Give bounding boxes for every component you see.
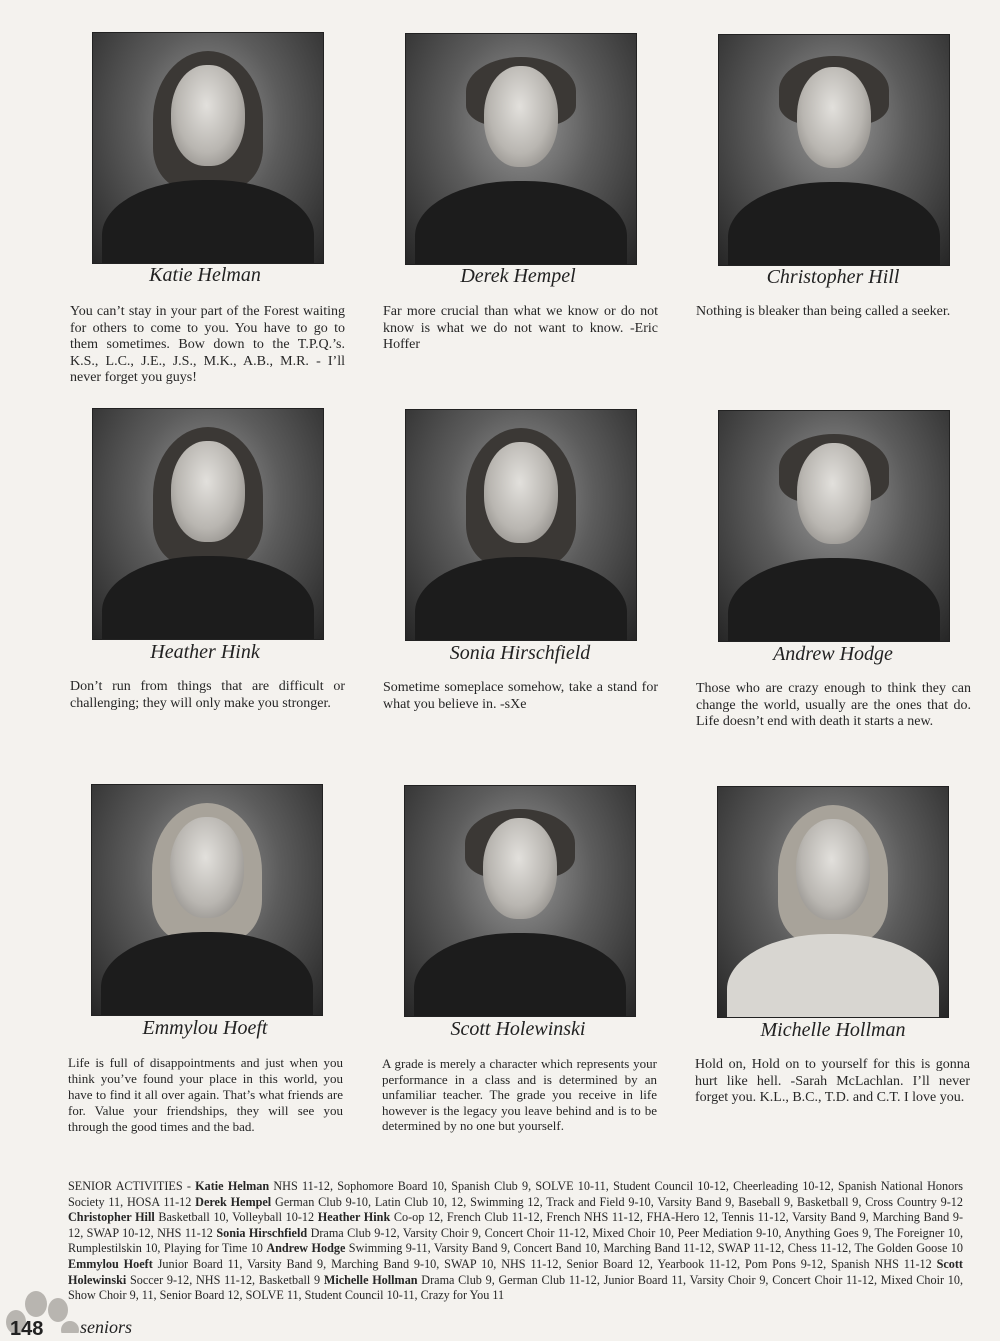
student-quote: Life is full of disappointments and just when you think you’ve found your place in this world, you have to find it all over again. That’s what friends are for. Value your friendships, they will see you through the good times and the bad. bbox=[68, 1055, 343, 1134]
student-photo-sonia-hirschfield bbox=[405, 409, 637, 641]
student-quote: Sometime someplace somehow, take a stand for what you believe in. -sXe bbox=[383, 680, 658, 712]
activity-list: Swimming 9-11, Varsity Band 9, Concert Band 10, Marching Band 11-12, SWAP 11-12, Chess 11-12, The Golden Goose 10 bbox=[345, 1241, 963, 1256]
activity-student-name: Scott Holewinski bbox=[68, 1256, 963, 1287]
student-name: Emmylou Hoeft bbox=[142, 1017, 268, 1039]
activity-student-name: Andrew Hodge bbox=[266, 1241, 346, 1256]
student-name: Scott Holewinski bbox=[450, 1018, 586, 1040]
activity-list: Soccer 9-12, NHS 11-12, Basketball 9 bbox=[126, 1272, 324, 1287]
activity-student-name: Emmylou Hoeft bbox=[68, 1256, 153, 1271]
student-name: Christopher Hill bbox=[766, 266, 900, 288]
activity-list: German Club 9-10, Latin Club 10, 12, Swimming 12, Track and Field 9-10, Varsity Band 9, Baseball 9, Basketball 9, Cross Country 9-12 bbox=[271, 1194, 963, 1209]
student-quote: Hold on, Hold on to yourself for this is gonna hurt like hell. -Sarah McLachlan. I’ll never forget you. K.L., B.C., T.D. and C.T. I love you. bbox=[695, 1057, 970, 1105]
student-name: Derek Hempel bbox=[460, 265, 576, 287]
student-name: Sonia Hirschfield bbox=[449, 642, 591, 664]
student-quote: Nothing is bleaker than being called a seeker. bbox=[696, 304, 951, 319]
student-quote: A grade is merely a character which represents your performance in a class and is determined by an unfamiliar teacher. The grade you receive in life however is the legacy you leave behind and is to be determined by no one but yourself. bbox=[382, 1056, 657, 1133]
student-photo-katie-helman bbox=[92, 32, 324, 264]
student-quote: Those who are crazy enough to think they can change the world, usually are the ones that do. Life doesn’t end with death it starts a new. bbox=[696, 681, 971, 729]
student-photo-scott-holewinski bbox=[404, 785, 636, 1017]
activity-list: Junior Board 11, Varsity Band 9, Marching Band 9-10, SWAP 10, NHS 11-12, Senior Board 12, Yearbook 11-12, Pom Pons 9-12, Spanish NHS 11-12 bbox=[152, 1256, 937, 1271]
activity-student-name: Michelle Hollman bbox=[323, 1272, 418, 1287]
student-photo-michelle-hollman bbox=[717, 786, 949, 1018]
activity-student-name: Sonia Hirschfield bbox=[216, 1225, 308, 1240]
student-quote: You can’t stay in your part of the Forest waiting for others to come to you. You have to go to them sometimes. Bow down to the T.P.Q.’s. K.S., L.C., J.E., J.S., M.K., A.B., M.R. - I’ll never forget you guys! bbox=[70, 304, 345, 385]
student-photo-emmylou-hoeft bbox=[91, 784, 323, 1016]
activity-student-name: Katie Helman bbox=[195, 1179, 270, 1193]
student-photo-andrew-hodge bbox=[718, 410, 950, 642]
student-name: Katie Helman bbox=[149, 264, 261, 286]
activity-list: NHS 11-12, Sophomore Board 10, Spanish Club 9, SOLVE 10-11, Student Council 10-12, Cheerleading 10-12, Spanish National Honors Society 11, HOSA 11-12 bbox=[68, 1179, 963, 1209]
section-name: seniors bbox=[80, 1317, 133, 1337]
activities-heading: SENIOR ACTIVITIES - bbox=[68, 1179, 196, 1193]
student-photo-christopher-hill bbox=[718, 34, 950, 266]
activity-student-name: Derek Hempel bbox=[195, 1194, 272, 1209]
senior-activities bbox=[68, 1179, 963, 1304]
page-number: 148 bbox=[10, 1318, 44, 1340]
activity-list: Basketball 10, Volleyball 10-12 bbox=[154, 1210, 318, 1225]
student-name: Michelle Hollman bbox=[760, 1019, 906, 1041]
student-quote: Far more crucial than what we know or do not know is what we do not want to know. -Eric Hoffer bbox=[383, 304, 658, 352]
activity-list: Drama Club 9, German Club 11-12, Junior Board 11, Varsity Choir 9, Concert Choir 11-12, Mixed Choir 10, Show Choir 9, 11, Senior Board 12, SOLVE 11, Student Council 10-11, Crazy for You 11 bbox=[68, 1272, 963, 1303]
activity-list: Co-op 12, French Club 11-12, French NHS 11-12, FHA-Hero 12, Tennis 11-12, Varsity Band 9, Marching Band 9-12, SWAP 10-12, NHS 11-12 bbox=[68, 1210, 964, 1240]
student-quote: Don’t run from things that are difficult or challenging; they will only make you stronger. bbox=[70, 679, 345, 711]
student-photo-derek-hempel bbox=[405, 33, 637, 265]
activity-student-name: Christopher Hill bbox=[68, 1210, 155, 1225]
activity-list: Drama Club 9-12, Varsity Choir 9, Concert Choir 11-12, Mixed Choir 10, Peer Mediation 9-10, Anything Goes 9, The Foreigner 10, Rumplestilskin 10, Playing for Time 10 bbox=[68, 1225, 963, 1256]
student-name: Andrew Hodge bbox=[773, 643, 893, 665]
student-photo-heather-hink bbox=[92, 408, 324, 640]
activity-student-name: Heather Hink bbox=[317, 1210, 391, 1225]
student-name: Heather Hink bbox=[150, 641, 260, 663]
